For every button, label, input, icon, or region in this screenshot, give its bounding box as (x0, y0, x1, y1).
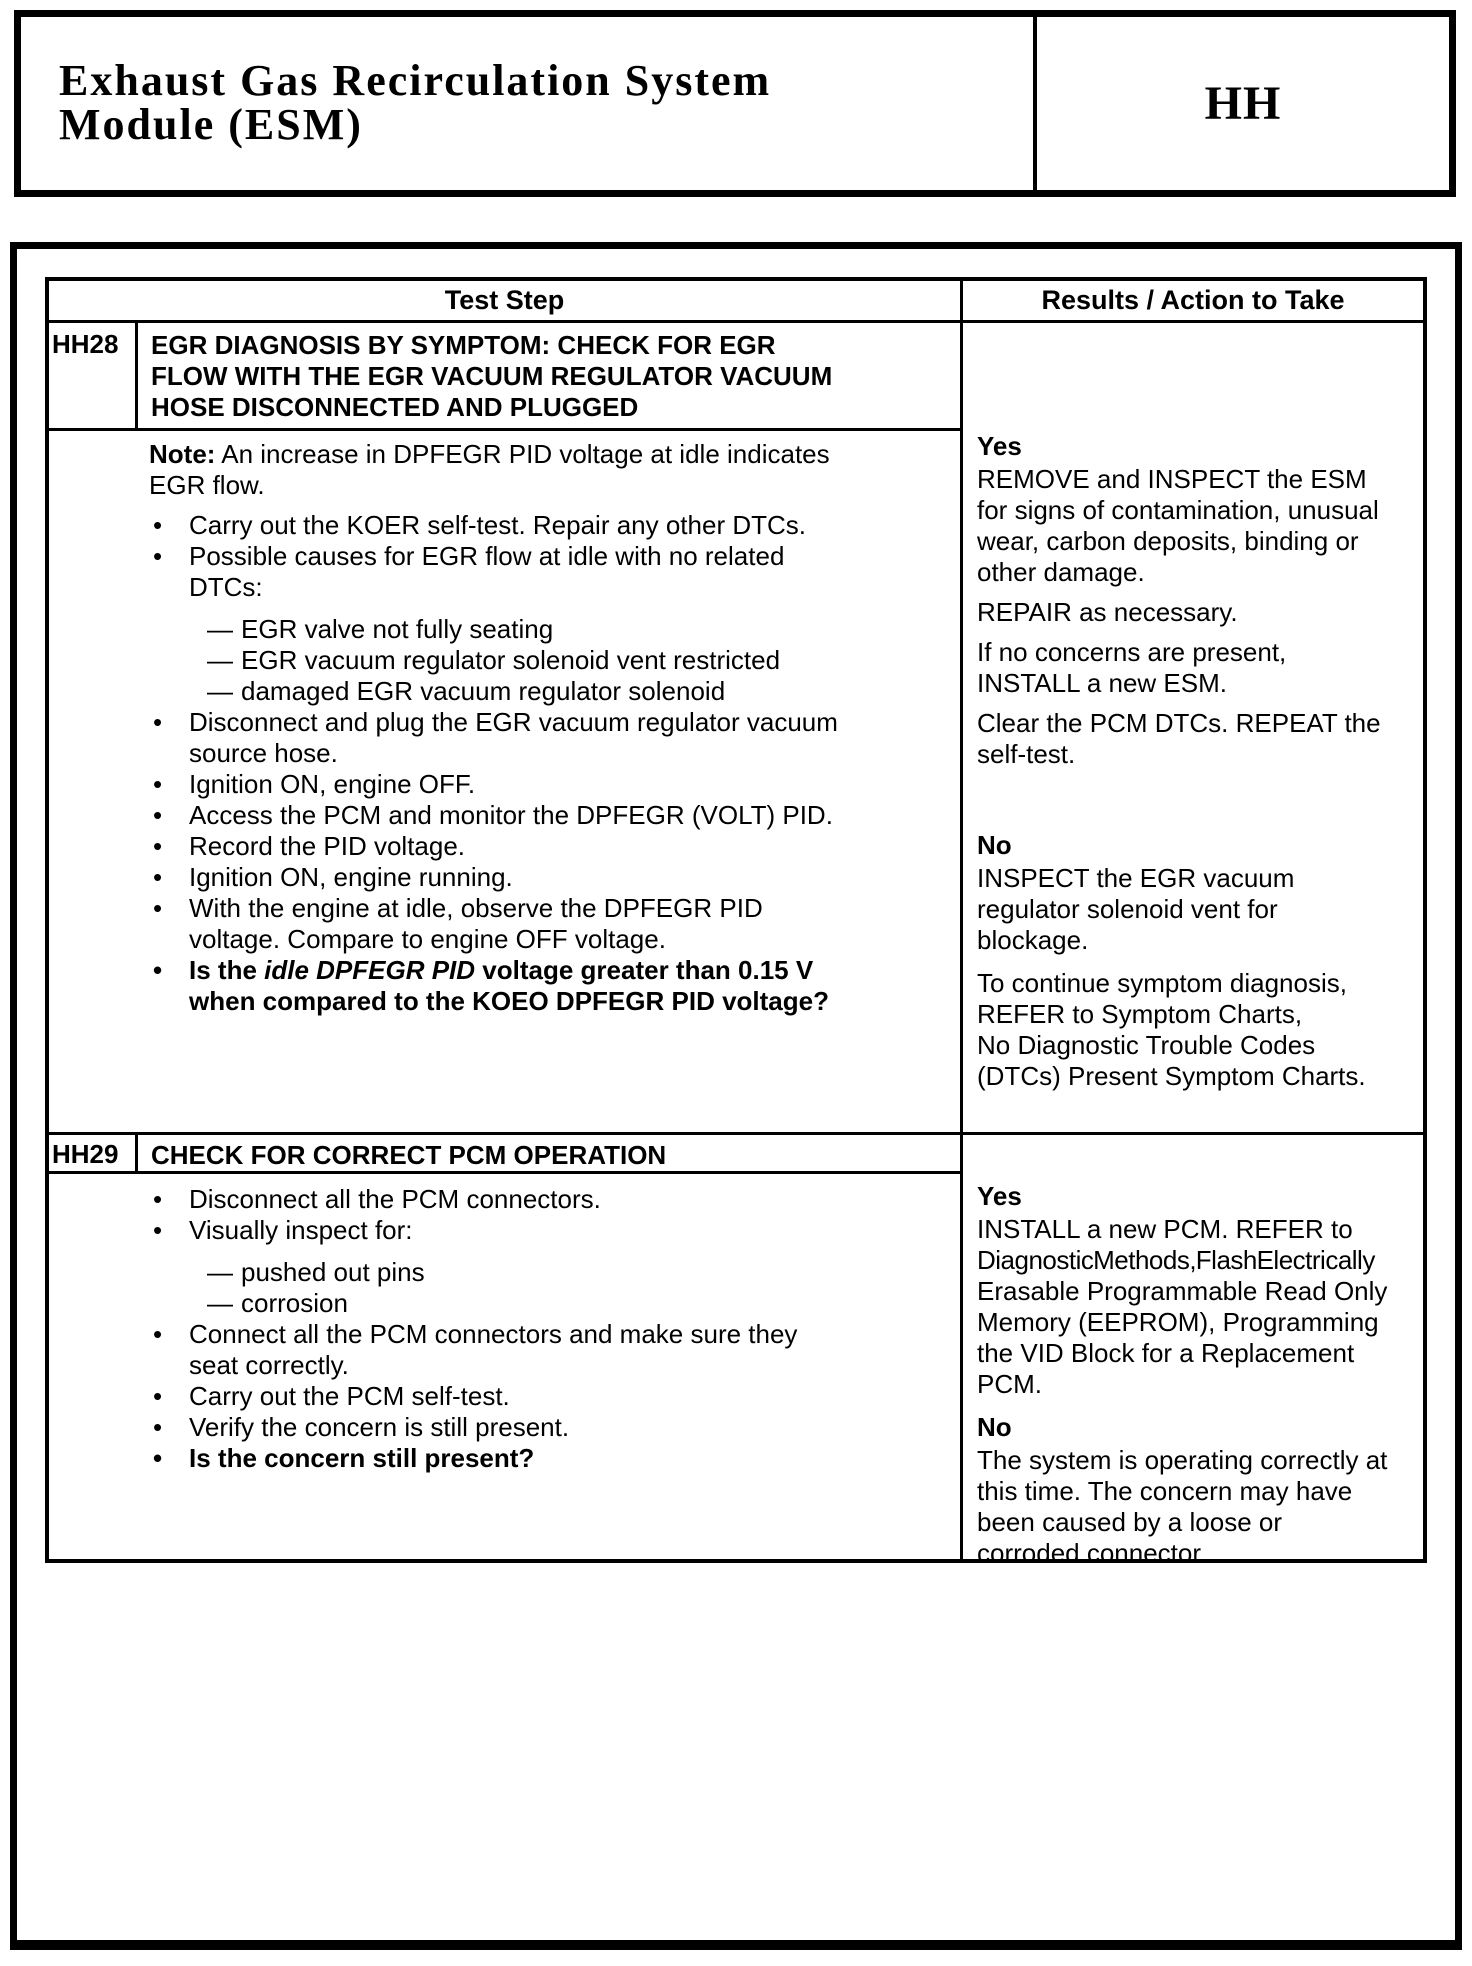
bullet-item (149, 862, 950, 893)
results-line: REMOVE and INSPECT the ESM (977, 464, 1367, 494)
bullet-item (149, 769, 950, 800)
question-bullet (149, 1443, 950, 1474)
results-line: Diagnostic Methods, Flash Electrically (977, 1245, 1375, 1275)
diagnostic-table (45, 277, 1427, 1568)
bullet-line: Possible causes for EGR flow at idle with no related (189, 541, 785, 571)
bullet-item (149, 1319, 950, 1381)
bullet-marker: • (153, 1184, 163, 1214)
bullet-item (149, 1184, 950, 1215)
dash-item (207, 1288, 950, 1319)
bullet-line: Visually inspect for: (189, 1215, 413, 1245)
bullet-list (149, 1184, 950, 1474)
section-code: HH (1204, 77, 1282, 130)
bullet-line: source hose. (189, 738, 338, 768)
results-no-label: No (977, 830, 1012, 860)
results-yes-label: Yes (977, 1181, 1022, 1211)
note-line: EGR flow. (149, 470, 265, 500)
bullet-line: Ignition ON, engine running. (189, 862, 513, 892)
results-line: this time. The concern may have (977, 1476, 1353, 1506)
bullet-line: Connect all the PCM connectors and make sure they (189, 1319, 798, 1349)
results-paragraph (977, 1445, 1417, 1569)
results-line: INSPECT the EGR vacuum (977, 863, 1295, 893)
bullet-line: DTCs: (189, 572, 263, 602)
step-title-line: HOSE DISCONNECTED AND PLUGGED (151, 392, 639, 422)
column-header-results (960, 281, 1423, 323)
document-title (21, 17, 1033, 190)
bullet-item (149, 1381, 950, 1412)
dash-line: EGR valve not fully seating (241, 614, 554, 644)
bullet-item (149, 1412, 950, 1443)
results-line: The system is operating correctly at (977, 1445, 1388, 1475)
bullet-line: Ignition ON, engine OFF. (189, 769, 476, 799)
results-paragraph (977, 637, 1417, 699)
dash-line: damaged EGR vacuum regulator solenoid (241, 676, 726, 706)
bullet-marker: • (153, 1412, 163, 1442)
bullet-line: Verify the concern is still present. (189, 1412, 570, 1442)
step-id-hh28: HH28 (49, 323, 138, 428)
results-paragraph (977, 464, 1417, 588)
question-bullet (149, 955, 950, 1017)
results-line: for signs of contamination, unusual (977, 495, 1379, 525)
dash-line: corrosion (241, 1288, 348, 1318)
results-line: INSTALL a new PCM. REFER to (977, 1214, 1353, 1244)
bullet-marker: • (153, 800, 163, 830)
step-id-hh29: HH29 (49, 1132, 138, 1171)
bullet-marker: • (153, 1443, 163, 1473)
results-cell-hh28 (960, 323, 1423, 1132)
results-paragraph (977, 708, 1417, 770)
bullet-line: Record the PID voltage. (189, 831, 466, 861)
step-title-hh29 (138, 1132, 960, 1171)
results-line: REFER to Symptom Charts, (977, 999, 1303, 1029)
results-cell-hh29 (960, 1132, 1423, 1568)
dash-marker: — (207, 1288, 233, 1318)
column-header-test-step-label: Test Step (444, 285, 565, 315)
step-title-hh28 (138, 323, 960, 428)
results-line: other damage. (977, 557, 1145, 587)
results-line: REPAIR as necessary. (977, 597, 1238, 627)
step-body-hh29 (49, 1171, 960, 1559)
bullet-item (149, 800, 950, 831)
bullet-item (149, 1215, 950, 1246)
note-block (149, 439, 950, 501)
bullet-item (149, 541, 950, 603)
column-header-test-step (49, 281, 960, 323)
bullet-item (149, 707, 950, 769)
results-line: Erasable Programmable Read Only (977, 1276, 1388, 1306)
bullet-marker: • (153, 1381, 163, 1411)
section-code-cell (1033, 17, 1449, 190)
dash-marker: — (207, 614, 233, 644)
results-line: corroded connector. (977, 1538, 1207, 1568)
bullet-marker: • (153, 510, 163, 540)
bullet-marker: • (153, 769, 163, 799)
step-title-line: CHECK FOR CORRECT PCM OPERATION (151, 1140, 667, 1170)
bullet-marker: • (153, 1215, 163, 1245)
results-line: To continue symptom diagnosis, (977, 968, 1347, 998)
results-line: self-test. (977, 739, 1076, 769)
bullet-line: seat correctly. (189, 1350, 349, 1380)
bullet-item (149, 893, 950, 955)
dash-marker: — (207, 676, 233, 706)
results-line: regulator solenoid vent for (977, 894, 1278, 924)
results-line: PCM. (977, 1369, 1042, 1399)
dash-marker: — (207, 645, 233, 675)
step-title-line: FLOW WITH THE EGR VACUUM REGULATOR VACUUM (151, 361, 833, 391)
dash-item (207, 1257, 950, 1288)
results-line: INSTALL a new ESM. (977, 668, 1227, 698)
question-line: when compared to the KOEO DPFEGR PID voltage? (189, 986, 829, 1016)
results-line: the VID Block for a Replacement (977, 1338, 1355, 1368)
bullet-line: Disconnect and plug the EGR vacuum regulator vacuum (189, 707, 838, 737)
results-line: If no concerns are present, (977, 637, 1287, 667)
main-content-box (10, 242, 1462, 1950)
bullet-line: voltage. Compare to engine OFF voltage. (189, 924, 666, 954)
bullet-marker: • (153, 541, 163, 571)
results-line: wear, carbon deposits, binding or (977, 526, 1359, 556)
dash-item (207, 645, 950, 676)
dash-item (207, 676, 950, 707)
results-paragraph (977, 968, 1417, 1092)
results-paragraph (977, 863, 1417, 956)
bullet-item (149, 831, 950, 862)
bullet-marker: • (153, 893, 163, 923)
note-label: Note: (149, 439, 216, 469)
results-paragraph (977, 597, 1417, 628)
dash-item (207, 614, 950, 645)
bullet-line: With the engine at idle, observe the DPFEGR PID (189, 893, 763, 923)
results-line: been caused by a loose or (977, 1507, 1282, 1537)
results-line: No Diagnostic Trouble Codes (977, 1030, 1316, 1060)
results-line: blockage. (977, 925, 1089, 955)
document-title-line1: Exhaust Gas Recirculation System (59, 56, 772, 105)
bullet-marker: • (153, 862, 163, 892)
document-header (14, 10, 1456, 197)
bullet-marker: • (153, 1319, 163, 1349)
bullet-item (149, 510, 950, 541)
bullet-marker: • (153, 707, 163, 737)
dash-sublist (149, 614, 950, 707)
bullet-marker: • (153, 831, 163, 861)
note-line: Note: An increase in DPFEGR PID voltage at idle indicates (149, 439, 830, 469)
dash-line: pushed out pins (241, 1257, 425, 1287)
dash-marker: — (207, 1257, 233, 1287)
column-header-results-label: Results / Action to Take (1041, 285, 1345, 315)
bullet-line: Disconnect all the PCM connectors. (189, 1184, 601, 1214)
dash-line: EGR vacuum regulator solenoid vent restricted (241, 645, 781, 675)
question-line: Is the idle DPFEGR PID voltage greater than 0.15 V (189, 955, 814, 985)
dash-sublist (149, 1257, 950, 1319)
bullet-list (149, 510, 950, 1017)
results-line: Clear the PCM DTCs. REPEAT the (977, 708, 1381, 738)
results-line: Memory (EEPROM), Programming (977, 1307, 1379, 1337)
question-line: Is the concern still present? (189, 1443, 535, 1473)
bullet-line: Carry out the PCM self-test. (189, 1381, 510, 1411)
bullet-marker: • (153, 955, 163, 985)
step-body-hh28 (49, 428, 960, 1132)
document-title-line2: Module (ESM) (59, 100, 363, 149)
step-title-line: EGR DIAGNOSIS BY SYMPTOM: CHECK FOR EGR (151, 330, 776, 360)
bullet-line: Access the PCM and monitor the DPFEGR (VOLT) PID. (189, 800, 833, 830)
results-line: (DTCs) Present Symptom Charts. (977, 1061, 1366, 1091)
results-no-label: No (977, 1412, 1012, 1442)
results-yes-label: Yes (977, 431, 1022, 461)
results-paragraph (977, 1214, 1417, 1400)
bullet-line: Carry out the KOER self-test. Repair any other DTCs. (189, 510, 806, 540)
